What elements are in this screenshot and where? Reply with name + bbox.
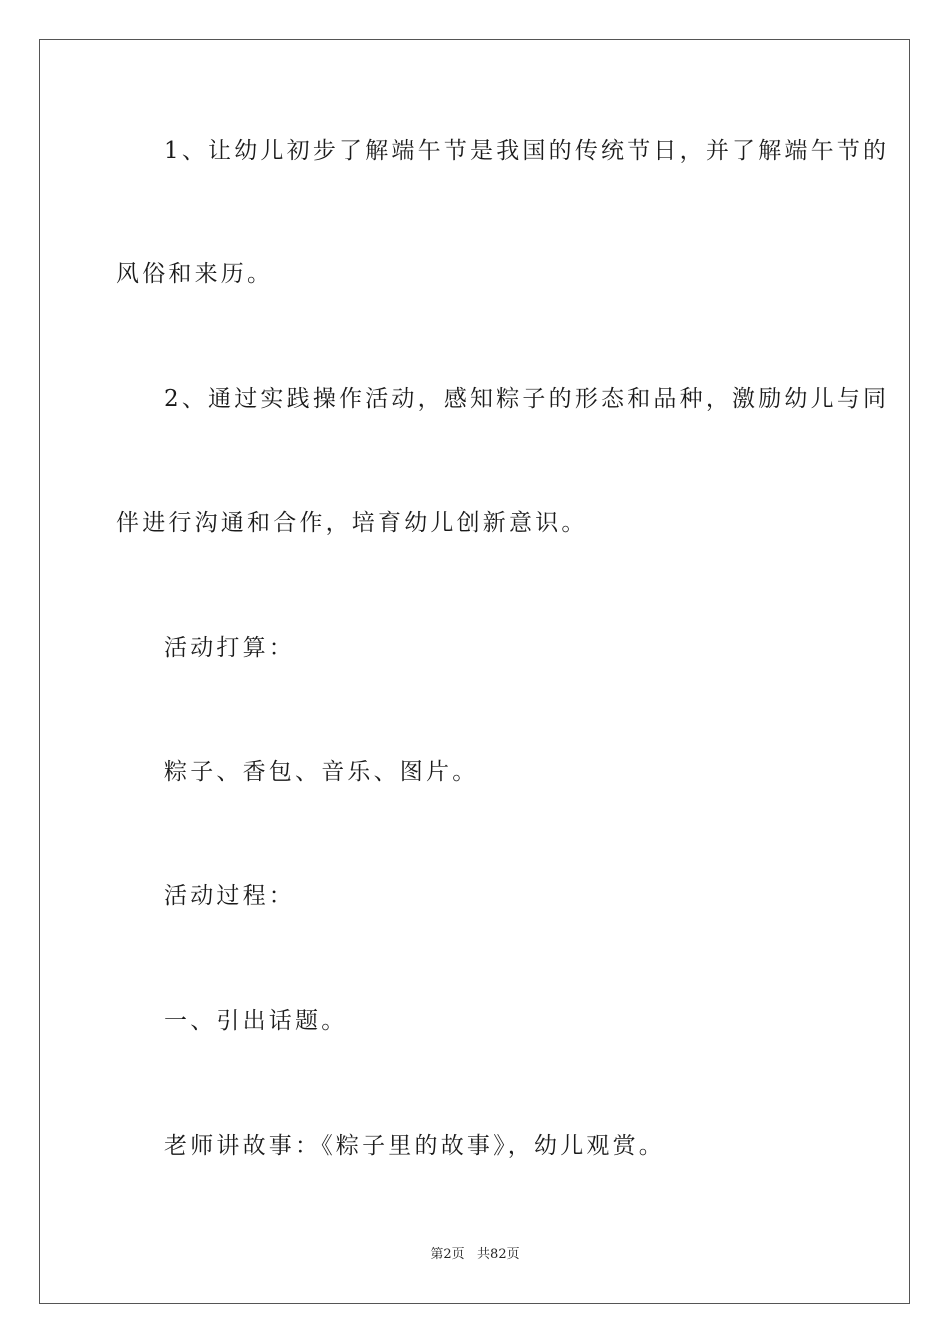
process-heading: 活动过程： bbox=[164, 883, 295, 909]
preparation-heading: 活动打算： bbox=[164, 635, 295, 661]
objective-2-line-2: 伴进行沟通和合作，培育幼儿创新意识。 bbox=[116, 510, 588, 536]
objective-2-line-1: 2、通过实践操作活动，感知粽子的形态和品种，激励幼儿与同 bbox=[164, 386, 890, 412]
step-1-description: 老师讲故事：《粽子里的故事》，幼儿观赏。 bbox=[164, 1133, 665, 1159]
objective-1-line-1: 1、让幼儿初步了解端午节是我国的传统节日，并了解端午节的 bbox=[164, 138, 890, 164]
page-border bbox=[39, 39, 910, 1304]
preparation-materials: 粽子、香包、音乐、图片。 bbox=[164, 759, 479, 785]
page-number-footer: 第2页 共82页 bbox=[430, 1247, 520, 1262]
step-1-heading: 一、引出话题。 bbox=[164, 1008, 348, 1034]
objective-1-line-2: 风俗和来历。 bbox=[116, 261, 274, 287]
